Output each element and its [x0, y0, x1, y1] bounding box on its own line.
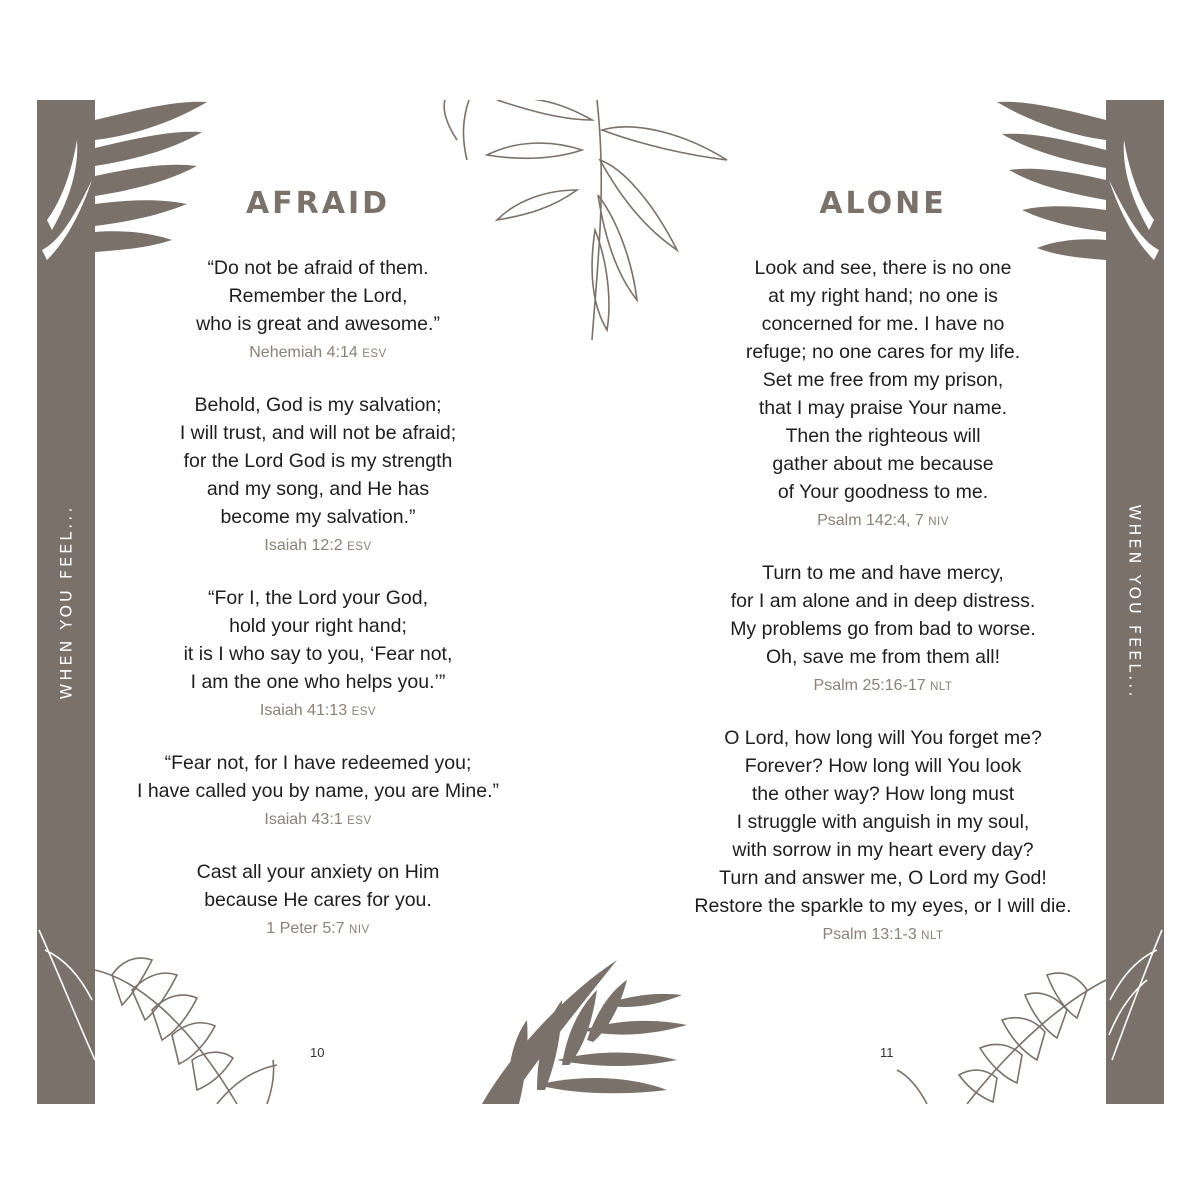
verse-block: [660, 559, 1106, 700]
verse-reference: [95, 916, 541, 943]
verse-line: “Fear not, for I have redeemed you;: [164, 752, 472, 774]
side-label-right: WHEN YOU FEEL...: [1125, 504, 1145, 700]
page-number: 11: [880, 1045, 894, 1060]
page-heading-afraid: AFRAID: [245, 186, 391, 221]
verse-line: concerned for me. I have no: [761, 313, 1005, 335]
page-heading-alone: ALONE: [819, 186, 947, 221]
verse-line: the other way? How long must: [751, 783, 1015, 805]
verse-reference: [660, 922, 1106, 949]
verse-block: [95, 858, 541, 943]
verse-reference: [95, 807, 541, 834]
bible-version: ESV: [347, 541, 372, 553]
verse-line: Cast all your anxiety on Him: [196, 861, 440, 883]
verse-line: Then the righteous will: [785, 425, 981, 447]
reference-text: Isaiah 43:1: [264, 811, 343, 828]
reference-text: Isaiah 12:2: [264, 537, 343, 554]
verse-line: and my song, and He has: [206, 478, 430, 500]
bible-version: NIV: [928, 516, 949, 528]
verse-line: I have called you by name, you are Mine.”: [136, 780, 500, 802]
verse-line: I will trust, and will not be afraid;: [179, 422, 457, 444]
verse-line: Behold, God is my salvation;: [194, 394, 442, 416]
bible-version: NIV: [349, 924, 370, 936]
bible-version: ESV: [362, 348, 387, 360]
page-number: 10: [310, 1045, 325, 1060]
verse-line: Turn to me and have mercy,: [762, 562, 1004, 584]
left-page: [95, 100, 541, 1104]
verse-line: I am the one who helps you.’”: [190, 671, 446, 693]
reference-text: Psalm 13:1-3: [822, 926, 917, 943]
verse-reference: [95, 698, 541, 725]
verse-line: Look and see, there is no one: [754, 257, 1012, 279]
verse-block: [95, 254, 541, 367]
verse-line: O Lord, how long will You forget me?: [724, 727, 1042, 749]
verse-line: become my salvation.”: [220, 506, 416, 528]
verse-line: My problems go from bad to worse.: [730, 618, 1036, 640]
verse-line: with sorrow in my heart every day?: [732, 839, 1034, 861]
verse-line: that I may praise Your name.: [758, 397, 1008, 419]
verse-block: [95, 749, 541, 834]
bible-version: ESV: [347, 815, 372, 827]
verse-line: Restore the sparkle to my eyes, or I will die.: [694, 895, 1072, 917]
verse-reference: [660, 508, 1106, 535]
book-spread: [37, 100, 1164, 1104]
verse-reference: [95, 533, 541, 560]
verse-line: of Your goodness to me.: [777, 481, 989, 503]
reference-text: 1 Peter 5:7: [266, 920, 345, 937]
verse-line: because He cares for you.: [204, 889, 432, 911]
verse-reference: [95, 340, 541, 367]
verse-line: Remember the Lord,: [228, 285, 408, 307]
verse-block: [95, 584, 541, 725]
reference-text: Psalm 25:16-17: [813, 677, 926, 694]
verse-line: gather about me because: [772, 453, 994, 475]
verse-line: refuge; no one cares for my life.: [745, 341, 1021, 363]
verse-block: [95, 391, 541, 560]
verse-block: [660, 254, 1106, 535]
verse-line: hold your right hand;: [229, 615, 407, 637]
bible-version: NLT: [930, 681, 953, 693]
reference-text: Isaiah 41:13: [259, 702, 348, 719]
verse-line: it is I who say to you, ‘Fear not,: [183, 643, 453, 665]
verse-reference: [660, 673, 1106, 700]
verse-line: who is great and awesome.”: [196, 313, 440, 335]
side-label-left: WHEN YOU FEEL...: [56, 504, 76, 700]
verse-line: Oh, save me from them all!: [765, 646, 1001, 668]
verse-line: Turn and answer me, O Lord my God!: [719, 867, 1047, 889]
bible-version: ESV: [351, 706, 377, 718]
verse-block: [660, 724, 1106, 949]
verse-line: for I am alone and in deep distress.: [730, 590, 1036, 612]
palm-leaf-outline-icon: [39, 930, 95, 1060]
reference-text: Nehemiah 4:14: [249, 344, 358, 361]
verse-line: “For I, the Lord your God,: [207, 587, 428, 609]
verse-list: [660, 254, 1106, 973]
verse-line: I struggle with anguish in my soul,: [736, 811, 1030, 833]
verse-line: Forever? How long will You look: [744, 755, 1022, 777]
bible-version: NLT: [921, 930, 944, 942]
verse-line: at my right hand; no one is: [768, 285, 998, 307]
verse-list: [95, 254, 541, 967]
right-page: [660, 100, 1106, 1104]
verse-line: for the Lord God is my strength: [183, 450, 453, 472]
verse-line: “Do not be afraid of them.: [207, 257, 429, 279]
verse-line: Set me free from my prison,: [762, 369, 1004, 391]
reference-text: Psalm 142:4, 7: [817, 512, 924, 529]
